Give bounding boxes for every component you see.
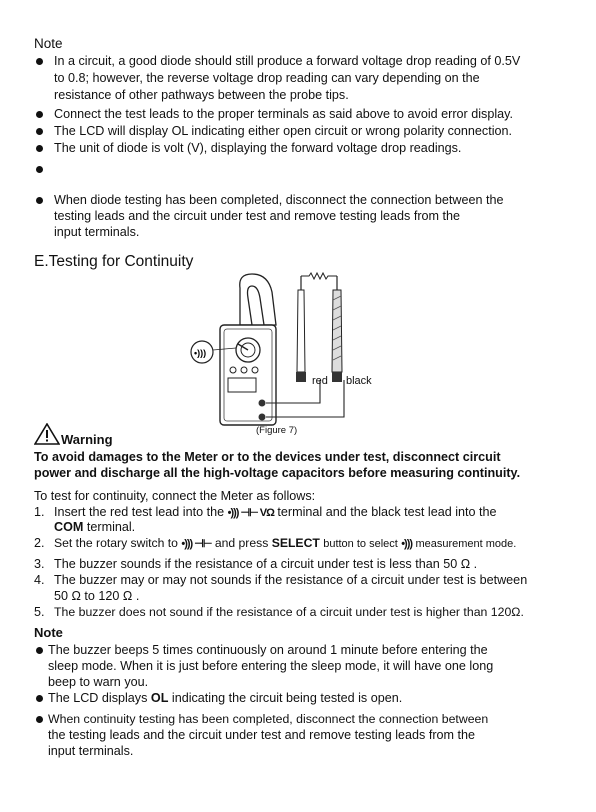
step-number: 4. <box>34 573 45 587</box>
note-text: The LCD displays OL indicating the circuit being tested is open. <box>48 691 403 705</box>
note-text: The LCD will display OL indicating either open circuit or wrong polarity connection. <box>54 124 513 138</box>
continuity-diode-icon: •))) ⊣⊢ <box>181 538 212 550</box>
step-2: Set the rotary switch to •))) ⊣⊢ and press SELECT button to select •))) measurement mode. <box>54 536 517 550</box>
jack-com <box>259 414 266 421</box>
note-heading: Note <box>34 36 63 51</box>
note-text: Connect the test leads to the proper terminals as said above to avoid error display. <box>54 107 513 121</box>
step-1: Insert the red test lead into the •))) ⊣⊢ VΩ terminal and the black test lead into the <box>54 505 497 519</box>
step-4: The buzzer may or may not sounds if the resistance of a circuit under test is between <box>54 573 528 587</box>
step-5: The buzzer does not sound if the resistance of a circuit under test is higher than 120Ω. <box>54 605 524 619</box>
note-text: the testing leads and the circuit under test and remove testing leads from the <box>48 728 476 742</box>
com-terminal: COM terminal. <box>54 520 136 534</box>
step-number: 2. <box>34 536 45 550</box>
clamp-meter-figure <box>180 270 380 440</box>
note-text: input terminals. <box>48 744 134 758</box>
bullet-icon <box>36 695 43 702</box>
note-text: The unit of diode is volt (V), displaying the forward voltage drop readings. <box>54 141 462 155</box>
note-text: In a circuit, a good diode should still produce a forward voltage drop reading of 0.5V <box>54 54 521 68</box>
bullet-icon <box>36 58 43 65</box>
note-text: testing leads and the circuit under test and remove testing leads from the <box>54 209 461 223</box>
section-title: E.Testing for Continuity <box>34 253 194 270</box>
bullet-icon <box>36 111 43 118</box>
note-text: input terminals. <box>54 225 140 239</box>
warning-text: power and discharge all the high-voltage capacitors before measuring continuity. <box>34 466 521 480</box>
bullet-icon <box>36 166 43 173</box>
note-text: to 0.8; however, the reverse voltage drop reading can vary depending on the <box>54 71 480 85</box>
step-3: The buzzer sounds if the resistance of a circuit under test is less than 50 Ω . <box>54 557 478 571</box>
note-text: When continuity testing has been completed, disconnect the connection between <box>48 712 489 726</box>
red-lead-label: red <box>312 375 328 387</box>
warning-icon <box>34 423 60 445</box>
bullet-icon <box>36 197 43 204</box>
jack-vohm <box>259 400 266 407</box>
buzzer-icon: •))) <box>401 538 413 550</box>
figure-caption: (Figure 7) <box>256 425 298 436</box>
step-number: 1. <box>34 505 45 519</box>
bullet-icon <box>36 716 43 723</box>
note-text: The buzzer beeps 5 times continuously on around 1 minute before entering the <box>48 643 488 657</box>
step-4: 50 Ω to 120 Ω . <box>54 589 140 603</box>
note-heading: Note <box>34 625 63 640</box>
note-text: When diode testing has been completed, disconnect the connection between the <box>54 193 504 207</box>
select-button-label: SELECT <box>271 536 320 550</box>
black-lead-wire <box>266 380 344 417</box>
step-number: 3. <box>34 557 45 571</box>
step-number: 5. <box>34 605 45 619</box>
warning-text: To avoid damages to the Meter or to the devices under test, disconnect circuit <box>34 450 501 464</box>
note-text: sleep mode. When it is just before entering the sleep mode, it will have one long <box>48 659 494 673</box>
note-text: beep to warn you. <box>48 675 149 689</box>
bullet-icon <box>36 647 43 654</box>
svg-text:•))): •))) <box>194 348 207 358</box>
lcd-display <box>228 378 256 392</box>
continuity-diode-v-ohm-icon: •))) ⊣⊢ VΩ <box>227 507 274 519</box>
clamp-jaw <box>240 274 276 325</box>
black-lead-label: black <box>346 375 372 387</box>
warning-label: Warning <box>61 432 113 447</box>
steps-intro: To test for continuity, connect the Meter as follows: <box>34 489 316 503</box>
note-text: resistance of other pathways between the probe tips. <box>54 88 349 102</box>
bullet-icon <box>36 128 43 135</box>
bullet-icon <box>36 145 43 152</box>
resistor-symbol <box>301 273 337 279</box>
